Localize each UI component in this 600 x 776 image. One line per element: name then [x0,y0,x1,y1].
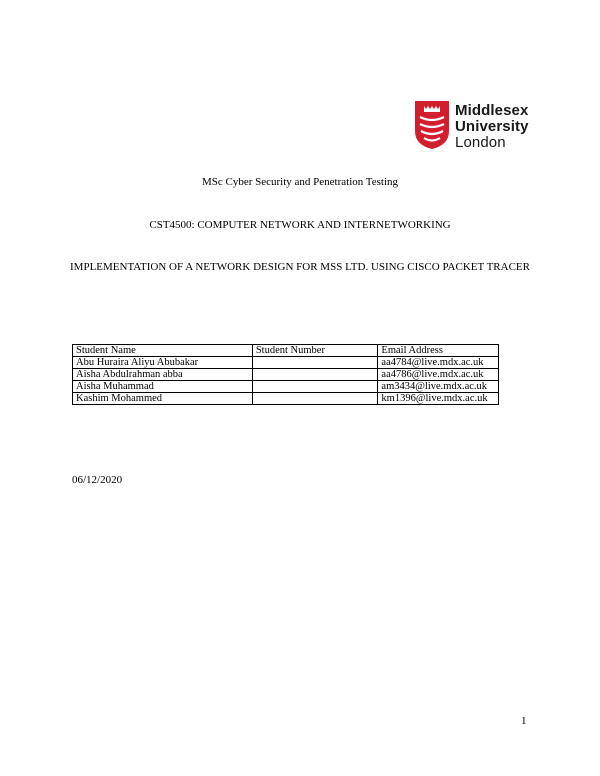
student-name-cell: Kashim Mohammed [73,393,253,405]
logo-line-1: Middlesex [455,102,529,119]
header-student-number: Student Number [252,345,378,357]
student-number-cell [252,369,378,381]
page-number: 1 [521,715,527,727]
table-row [73,381,499,393]
header-email-address: Email Address [378,345,499,357]
email-cell: aa4784@live.mdx.ac.uk [378,357,499,369]
university-logo [415,101,535,153]
student-name-cell: Aisha Abdulrahman abba [73,369,253,381]
student-number-cell [252,381,378,393]
programme-title: MSc Cyber Security and Penetration Testing [201,176,399,188]
student-number-cell [252,393,378,405]
student-number-cell [252,357,378,369]
header-student-name: Student Name [73,345,253,357]
student-table [72,344,499,405]
table-row [73,357,499,369]
logo-line-3: London [455,134,506,151]
email-cell: aa4786@live.mdx.ac.uk [378,369,499,381]
submission-date: 06/12/2020 [72,474,123,486]
table-row [73,393,499,405]
table-header-row [73,345,499,357]
project-title: IMPLEMENTATION OF A NETWORK DESIGN FOR MSS LTD. USING CISCO PACKET TRACER [70,261,530,273]
student-name-cell: Aisha Muhammad [73,381,253,393]
logo-wordmark [455,103,529,151]
email-cell: km1396@live.mdx.ac.uk [378,393,499,405]
module-title: CST4500: COMPUTER NETWORK AND INTERNETWORKING [149,219,451,231]
email-cell: am3434@live.mdx.ac.uk [378,381,499,393]
table-row [73,369,499,381]
student-name-cell: Abu Huraira Aliyu Abubakar [73,357,253,369]
logo-line-2: University [455,118,529,135]
shield-icon [415,101,449,149]
